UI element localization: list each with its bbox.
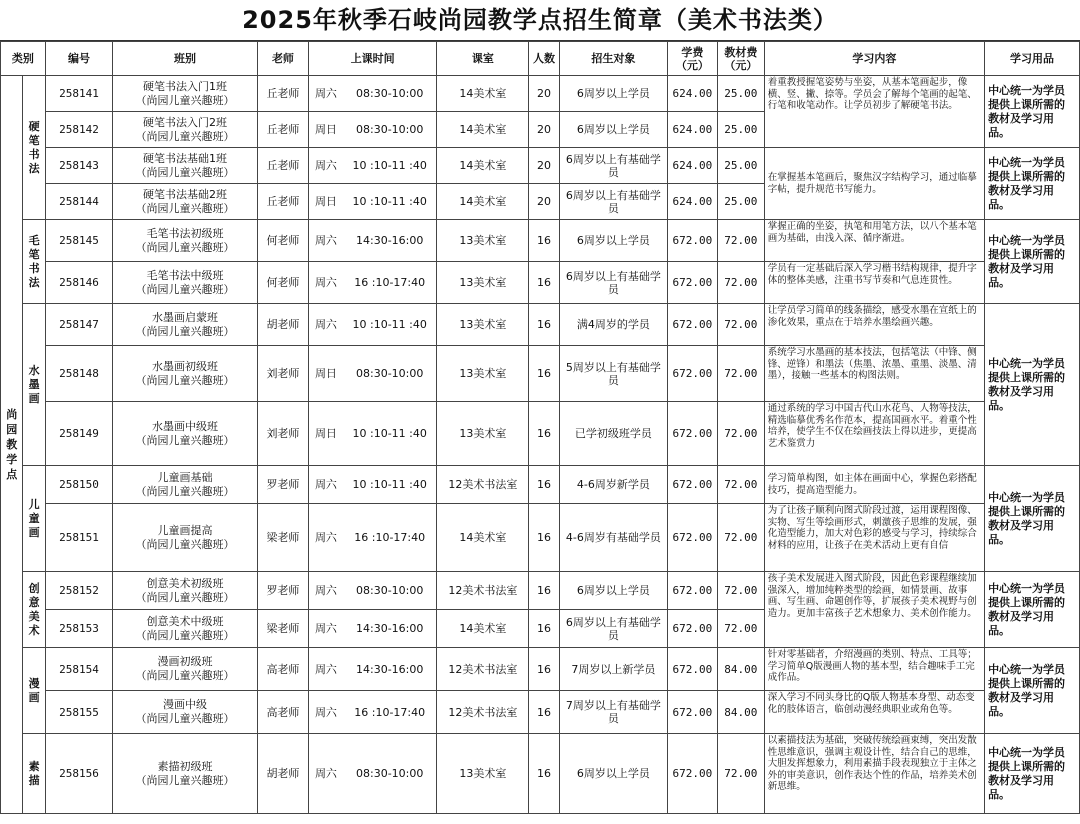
class-code: 258147 (45, 304, 112, 346)
table-row (1, 304, 1080, 346)
material-fee: 84.00 (717, 648, 764, 691)
class-code: 258145 (45, 220, 112, 262)
teacher: 何老师 (257, 262, 308, 304)
learning-content: 孩子美术发展进入图式阶段，因此色彩课程继续加强深入，增加纯粹类型的绘画，如情景画、故事画、写生画、命题创作等，扩展孩子美术视野与创造力。更加丰富孩子艺术想象力、美术创作能力。 (764, 572, 984, 648)
class-name: 水墨画启蒙班 （尚园儿童兴趣班） (113, 304, 258, 346)
learning-content: 系统学习水墨画的基本技法，包括笔法（中锋、侧锋、逆锋）和墨法（焦墨、浓墨、重墨、淡墨、清墨），接触一些基本的构图法则。 (764, 346, 984, 402)
category-brush: 毛笔书法 (23, 220, 45, 304)
capacity: 16 (529, 466, 560, 504)
teacher: 丘老师 (257, 148, 308, 184)
class-time: 周六 08:30-10:00 (308, 76, 437, 112)
target-students: 6周岁以上有基础学员 (559, 148, 667, 184)
class-name: 硬笔书法基础1班 （尚园儿童兴趣班） (113, 148, 258, 184)
class-name: 毛笔书法初级班 （尚园儿童兴趣班） (113, 220, 258, 262)
class-code: 258153 (45, 610, 112, 648)
material-fee: 72.00 (717, 610, 764, 648)
material-fee: 25.00 (717, 76, 764, 112)
capacity: 16 (529, 262, 560, 304)
class-code: 258143 (45, 148, 112, 184)
page-title: 2025年秋季石岐尚园教学点招生简章（美术书法类） (0, 0, 1080, 41)
tuition-fee: 672.00 (667, 346, 717, 402)
classroom: 14美术室 (437, 148, 529, 184)
class-time: 周日 08:30-10:00 (308, 346, 437, 402)
class-name: 漫画初级班 （尚园儿童兴趣班） (113, 648, 258, 691)
material-fee: 72.00 (717, 466, 764, 504)
material-fee: 72.00 (717, 220, 764, 262)
material-fee: 72.00 (717, 346, 764, 402)
capacity: 20 (529, 112, 560, 148)
header-material-fee: 教材费（元） (717, 42, 764, 76)
target-students: 6周岁以上学员 (559, 572, 667, 610)
class-time: 周六 10 :10-11 :40 (308, 304, 437, 346)
tuition-fee: 672.00 (667, 572, 717, 610)
header-time: 上课时间 (308, 42, 437, 76)
learning-content: 学习简单构图，如主体在画面中心，掌握色彩搭配技巧，提高造型能力。 (764, 466, 984, 504)
learning-supplies: 中心统一为学员提供上课所需的教材及学习用品。 (985, 648, 1080, 734)
tuition-fee: 672.00 (667, 466, 717, 504)
classroom: 13美术室 (437, 262, 529, 304)
learning-supplies: 中心统一为学员提供上课所需的教材及学习用品。 (985, 572, 1080, 648)
target-students: 5周岁以上有基础学员 (559, 346, 667, 402)
capacity: 20 (529, 184, 560, 220)
class-time: 周六 16 :10-17:40 (308, 691, 437, 734)
tuition-fee: 624.00 (667, 184, 717, 220)
category-sketch: 素描 (23, 734, 45, 814)
class-name: 漫画中级 （尚园儿童兴趣班） (113, 691, 258, 734)
class-name: 创意美术中级班 （尚园儿童兴趣班） (113, 610, 258, 648)
material-fee: 72.00 (717, 262, 764, 304)
classroom: 12美术书法室 (437, 648, 529, 691)
table-row (1, 648, 1080, 691)
target-students: 6周岁以上学员 (559, 76, 667, 112)
class-time: 周六 14:30-16:00 (308, 610, 437, 648)
classroom: 13美术室 (437, 220, 529, 262)
teacher: 丘老师 (257, 76, 308, 112)
tuition-fee: 672.00 (667, 504, 717, 572)
tuition-fee: 672.00 (667, 402, 717, 466)
material-fee: 25.00 (717, 112, 764, 148)
learning-supplies: 中心统一为学员提供上课所需的教材及学习用品。 (985, 304, 1080, 466)
classroom: 13美术室 (437, 304, 529, 346)
header-code: 编号 (45, 42, 112, 76)
tuition-fee: 672.00 (667, 734, 717, 814)
learning-content: 让学员学习简单的线条描绘，感受水墨在宣纸上的渗化效果，重点在于培养水墨绘画兴趣。 (764, 304, 984, 346)
header-count: 人数 (529, 42, 560, 76)
learning-supplies: 中心统一为学员提供上课所需的教材及学习用品。 (985, 148, 1080, 220)
learning-content: 以素描技法为基础，突破传统绘画束缚，突出发散性思维意识，强调主观设计性，结合自己的思维，大胆发挥想象力，利用素描手段表现独立于主体之外的审美意识，创作表达个性的作品，培养美术创新思维。 (764, 734, 984, 814)
teacher: 梁老师 (257, 610, 308, 648)
teacher: 丘老师 (257, 184, 308, 220)
class-name: 硬笔书法入门1班 （尚园儿童兴趣班） (113, 76, 258, 112)
classroom: 14美术室 (437, 610, 529, 648)
classroom: 12美术书法室 (437, 466, 529, 504)
capacity: 16 (529, 220, 560, 262)
header-teacher: 老师 (257, 42, 308, 76)
learning-supplies: 中心统一为学员提供上课所需的教材及学习用品。 (985, 734, 1080, 814)
target-students: 6周岁以上学员 (559, 112, 667, 148)
target-students: 6周岁以上学员 (559, 220, 667, 262)
learning-supplies: 中心统一为学员提供上课所需的教材及学习用品。 (985, 76, 1080, 148)
header-room: 课室 (437, 42, 529, 76)
tuition-fee: 672.00 (667, 262, 717, 304)
table-row (1, 572, 1080, 610)
classroom: 14美术室 (437, 184, 529, 220)
table-row (1, 402, 1080, 466)
teacher: 丘老师 (257, 112, 308, 148)
capacity: 16 (529, 402, 560, 466)
material-fee: 72.00 (717, 504, 764, 572)
class-code: 258146 (45, 262, 112, 304)
capacity: 16 (529, 304, 560, 346)
target-students: 6周岁以上有基础学员 (559, 610, 667, 648)
classroom: 12美术书法室 (437, 572, 529, 610)
class-name: 儿童画基础 （尚园儿童兴趣班） (113, 466, 258, 504)
class-name: 硬笔书法入门2班 （尚园儿童兴趣班） (113, 112, 258, 148)
tuition-fee: 672.00 (667, 220, 717, 262)
capacity: 16 (529, 691, 560, 734)
table-row (1, 76, 1080, 112)
class-name: 创意美术初级班 （尚园儿童兴趣班） (113, 572, 258, 610)
capacity: 16 (529, 504, 560, 572)
class-code: 258141 (45, 76, 112, 112)
category-kids: 儿童画 (23, 466, 45, 572)
learning-content: 着重教授握笔姿势与坐姿，从基本笔画起步，像横、竖、撇、捺等。学员会了解每个笔画的起笔、行笔和收笔动作。让学员初步了解硬笔书法。 (764, 76, 984, 148)
learning-content: 学员有一定基础后深入学习楷书结构规律，提升字体的整体美感，注重书写节奏和气息连贯性。 (764, 262, 984, 304)
table-row (1, 262, 1080, 304)
classroom: 13美术室 (437, 346, 529, 402)
capacity: 16 (529, 346, 560, 402)
class-name: 硬笔书法基础2班 （尚园儿童兴趣班） (113, 184, 258, 220)
capacity: 16 (529, 734, 560, 814)
learning-content: 深入学习不同头身比的Q版人物基本身型、动态变化的肢体语言，临创动漫经典职业或角色等。 (764, 691, 984, 734)
material-fee: 25.00 (717, 148, 764, 184)
header-content: 学习内容 (764, 42, 984, 76)
tuition-fee: 624.00 (667, 76, 717, 112)
capacity: 20 (529, 76, 560, 112)
material-fee: 84.00 (717, 691, 764, 734)
target-students: 4-6周岁新学员 (559, 466, 667, 504)
class-time: 周六 14:30-16:00 (308, 220, 437, 262)
teacher: 高老师 (257, 648, 308, 691)
learning-content: 通过系统的学习中国古代山水花鸟、人物等技法，精选临摹优秀名作范本，提高国画水平。着重个性培养，使学生不仅在绘画技法上得以进步，更提高艺术鉴赏力 (764, 402, 984, 466)
target-students: 6周岁以上有基础学员 (559, 262, 667, 304)
class-time: 周六 14:30-16:00 (308, 648, 437, 691)
capacity: 20 (529, 148, 560, 184)
learning-content: 掌握正确的坐姿，执笔和用笔方法，以八个基本笔画为基础，由浅入深、循序渐进。 (764, 220, 984, 262)
class-time: 周六 08:30-10:00 (308, 734, 437, 814)
class-time: 周日 10 :10-11 :40 (308, 402, 437, 466)
enrollment-table (0, 41, 1080, 814)
table-row (1, 148, 1080, 184)
class-code: 258151 (45, 504, 112, 572)
capacity: 16 (529, 572, 560, 610)
table-row (1, 504, 1080, 572)
header-category: 类别 (1, 42, 46, 76)
target-students: 6周岁以上有基础学员 (559, 184, 667, 220)
target-students: 满4周岁的学员 (559, 304, 667, 346)
campus-label: 尚园教学点 (1, 76, 23, 814)
class-code: 258152 (45, 572, 112, 610)
classroom: 14美术室 (437, 112, 529, 148)
teacher: 胡老师 (257, 734, 308, 814)
class-code: 258142 (45, 112, 112, 148)
category-hard-pen: 硬笔书法 (23, 76, 45, 220)
class-time: 周日 08:30-10:00 (308, 112, 437, 148)
class-code: 258154 (45, 648, 112, 691)
class-time: 周六 08:30-10:00 (308, 572, 437, 610)
category-comic: 漫画 (23, 648, 45, 734)
class-code: 258155 (45, 691, 112, 734)
class-code: 258144 (45, 184, 112, 220)
teacher: 罗老师 (257, 572, 308, 610)
tuition-fee: 672.00 (667, 648, 717, 691)
teacher: 梁老师 (257, 504, 308, 572)
material-fee: 25.00 (717, 184, 764, 220)
class-name: 毛笔书法中级班 （尚园儿童兴趣班） (113, 262, 258, 304)
classroom: 14美术室 (437, 76, 529, 112)
tuition-fee: 624.00 (667, 112, 717, 148)
teacher: 刘老师 (257, 402, 308, 466)
class-code: 258148 (45, 346, 112, 402)
learning-content: 在掌握基本笔画后，聚焦汉字结构学习，通过临摹字帖，提升规范书写能力。 (764, 148, 984, 220)
target-students: 已学初级班学员 (559, 402, 667, 466)
header-supplies: 学习用品 (985, 42, 1080, 76)
target-students: 6周岁以上学员 (559, 734, 667, 814)
classroom: 12美术书法室 (437, 691, 529, 734)
class-code: 258149 (45, 402, 112, 466)
target-students: 7周岁以上有基础学员 (559, 691, 667, 734)
category-creative: 创意美术 (23, 572, 45, 648)
learning-content: 针对零基础者，介绍漫画的类别、特点、工具等；学习简单Q版漫画人物的基本型，结合趣味手工完成作品。 (764, 648, 984, 691)
classroom: 13美术室 (437, 402, 529, 466)
tuition-fee: 672.00 (667, 610, 717, 648)
capacity: 16 (529, 648, 560, 691)
category-ink: 水墨画 (23, 304, 45, 466)
learning-supplies: 中心统一为学员提供上课所需的教材及学习用品。 (985, 220, 1080, 304)
material-fee: 72.00 (717, 304, 764, 346)
teacher: 罗老师 (257, 466, 308, 504)
header-class: 班别 (113, 42, 258, 76)
class-name: 水墨画初级班 （尚园儿童兴趣班） (113, 346, 258, 402)
learning-content: 为了让孩子顺利向图式阶段过渡，运用课程图像、实物、写生等绘画形式，刺激孩子思维的发展，强化造型能力，加大对色彩的感受与学习，持续综合材料的应用，让孩子在美术活动上更有自信 (764, 504, 984, 572)
target-students: 4-6周岁有基础学员 (559, 504, 667, 572)
capacity: 16 (529, 610, 560, 648)
class-time: 周六 10 :10-11 :40 (308, 148, 437, 184)
class-code: 258150 (45, 466, 112, 504)
class-time: 周六 16 :10-17:40 (308, 504, 437, 572)
header-fee: 学费（元） (667, 42, 717, 76)
class-time: 周日 10 :10-11 :40 (308, 184, 437, 220)
teacher: 何老师 (257, 220, 308, 262)
material-fee: 72.00 (717, 572, 764, 610)
teacher: 刘老师 (257, 346, 308, 402)
class-name: 素描初级班 （尚园儿童兴趣班） (113, 734, 258, 814)
table-row (1, 691, 1080, 734)
tuition-fee: 624.00 (667, 148, 717, 184)
header-target: 招生对象 (559, 42, 667, 76)
target-students: 7周岁以上新学员 (559, 648, 667, 691)
table-row (1, 734, 1080, 814)
classroom: 13美术室 (437, 734, 529, 814)
table-row (1, 220, 1080, 262)
class-code: 258156 (45, 734, 112, 814)
class-time: 周六 16 :10-17:40 (308, 262, 437, 304)
class-name: 水墨画中级班 （尚园儿童兴趣班） (113, 402, 258, 466)
learning-supplies: 中心统一为学员提供上课所需的教材及学习用品。 (985, 466, 1080, 572)
material-fee: 72.00 (717, 734, 764, 814)
teacher: 胡老师 (257, 304, 308, 346)
class-time: 周六 10 :10-11 :40 (308, 466, 437, 504)
classroom: 14美术室 (437, 504, 529, 572)
tuition-fee: 672.00 (667, 304, 717, 346)
table-row (1, 346, 1080, 402)
header-row (1, 42, 1080, 76)
class-name: 儿童画提高 （尚园儿童兴趣班） (113, 504, 258, 572)
teacher: 高老师 (257, 691, 308, 734)
tuition-fee: 672.00 (667, 691, 717, 734)
material-fee: 72.00 (717, 402, 764, 466)
table-row (1, 466, 1080, 504)
